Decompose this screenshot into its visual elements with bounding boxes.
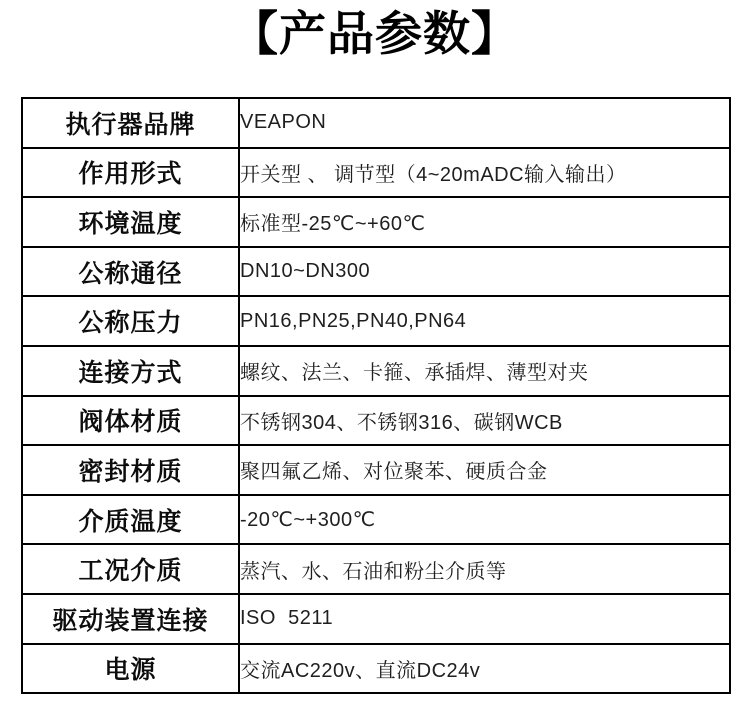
table-row <box>22 197 730 247</box>
spec-table <box>21 97 731 694</box>
param-value: ISO 5211 <box>239 594 730 644</box>
table-row <box>22 594 730 644</box>
param-label: 公称通径 <box>22 247 239 297</box>
param-label: 环境温度 <box>22 197 239 247</box>
table-row <box>22 544 730 594</box>
spec-table-body <box>22 98 730 693</box>
param-value: PN16,PN25,PN40,PN64 <box>239 296 730 346</box>
param-value: 蒸汽、水、石油和粉尘介质等 <box>239 544 730 594</box>
param-label: 工况介质 <box>22 544 239 594</box>
table-row <box>22 445 730 495</box>
page-title: 【产品参数】 <box>231 7 519 60</box>
param-label: 驱动装置连接 <box>22 594 239 644</box>
param-label: 公称压力 <box>22 296 239 346</box>
param-label: 作用形式 <box>22 148 239 198</box>
param-value: 不锈钢304、不锈钢316、碳钢WCB <box>239 396 730 446</box>
param-value: -20℃~+300℃ <box>239 495 730 545</box>
param-value: VEAPON <box>239 98 730 148</box>
table-row <box>22 247 730 297</box>
param-value: 开关型 、 调节型（4~20mADC输入输出） <box>239 148 730 198</box>
param-value: 螺纹、法兰、卡箍、承插焊、薄型对夹 <box>239 346 730 396</box>
param-value: 交流AC220v、直流DC24v <box>239 644 730 694</box>
param-value: 标准型-25℃~+60℃ <box>239 197 730 247</box>
table-row <box>22 296 730 346</box>
param-value: DN10~DN300 <box>239 247 730 297</box>
param-label: 电源 <box>22 644 239 694</box>
param-label: 介质温度 <box>22 495 239 545</box>
param-label: 密封材质 <box>22 445 239 495</box>
table-row <box>22 148 730 198</box>
table-row <box>22 644 730 694</box>
table-row <box>22 98 730 148</box>
table-row <box>22 346 730 396</box>
param-value: 聚四氟乙烯、对位聚苯、硬质合金 <box>239 445 730 495</box>
param-label: 阀体材质 <box>22 396 239 446</box>
param-label: 执行器品牌 <box>22 98 239 148</box>
table-row <box>22 495 730 545</box>
param-label: 连接方式 <box>22 346 239 396</box>
table-row <box>22 396 730 446</box>
